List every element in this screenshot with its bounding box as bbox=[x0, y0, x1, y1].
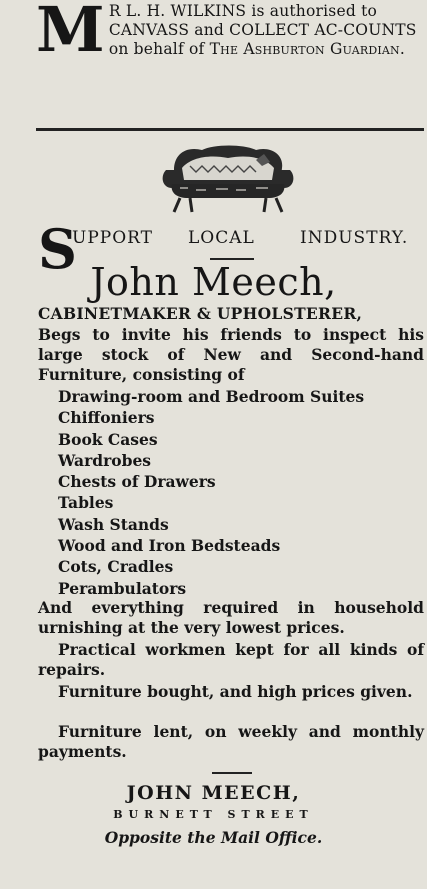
list-item: Book Cases bbox=[58, 429, 158, 449]
furniture-lent-paragraph: Furniture lent, on weekly and monthly payments. bbox=[38, 722, 424, 761]
section-divider bbox=[36, 128, 424, 131]
intro-paragraph: Begs to invite his friends to inspect his large stock of New and Second-hand Furniture, consisting of bbox=[38, 325, 424, 384]
heading-word-local: LOCAL bbox=[188, 228, 255, 248]
list-item: Wardrobes bbox=[58, 450, 152, 470]
proprietor-name: John Meech, bbox=[90, 260, 337, 304]
agent-notice bbox=[36, 0, 424, 66]
list-item: Tables bbox=[58, 493, 114, 513]
furniture-bought-paragraph: Furniture bought, and high prices given. bbox=[58, 682, 413, 701]
short-divider bbox=[212, 772, 252, 774]
location-note-paper: Mail bbox=[220, 828, 260, 847]
sofa-illustration bbox=[160, 140, 296, 216]
notice-newspaper-name: The Ashburton Guardian bbox=[209, 40, 400, 58]
location-note-end: Office. bbox=[259, 828, 323, 847]
street-address: BURNETT STREET bbox=[113, 808, 314, 821]
signature-name: JOHN MEECH, bbox=[126, 782, 301, 804]
heading-drop-cap: S bbox=[38, 217, 78, 281]
heading-word-industry: INDUSTRY. bbox=[300, 228, 409, 248]
list-item: Perambulators bbox=[58, 578, 187, 598]
location-note bbox=[0, 828, 427, 847]
location-note-start: Opposite the bbox=[104, 828, 221, 847]
list-item: Wash Stands bbox=[58, 514, 169, 534]
list-item: Chests of Drawers bbox=[58, 472, 216, 492]
notice-text: R L. H. WILKINS is authorised to CANVASS and COLLECT AC-COUNTS on behalf of bbox=[108, 2, 417, 58]
prices-paragraph: And everything required in household urnishing at the very lowest prices. bbox=[38, 598, 424, 637]
furniture-list bbox=[58, 386, 364, 599]
trade-title: CABINETMAKER & UPHOLSTERER, bbox=[38, 304, 363, 323]
list-item: Drawing-room and Bedroom Suites bbox=[58, 387, 365, 406]
list-item: Wood and Iron Bedsteads bbox=[58, 536, 281, 556]
notice-drop-cap: M bbox=[36, 0, 105, 66]
list-item: Chiffoniers bbox=[58, 408, 155, 428]
list-item: Cots, Cradles bbox=[58, 557, 174, 577]
notice-end: . bbox=[399, 40, 405, 58]
repairs-paragraph: Practical workmen kept for all kinds of repairs. bbox=[38, 640, 424, 679]
heading-word-support: UPPORT bbox=[72, 228, 153, 248]
